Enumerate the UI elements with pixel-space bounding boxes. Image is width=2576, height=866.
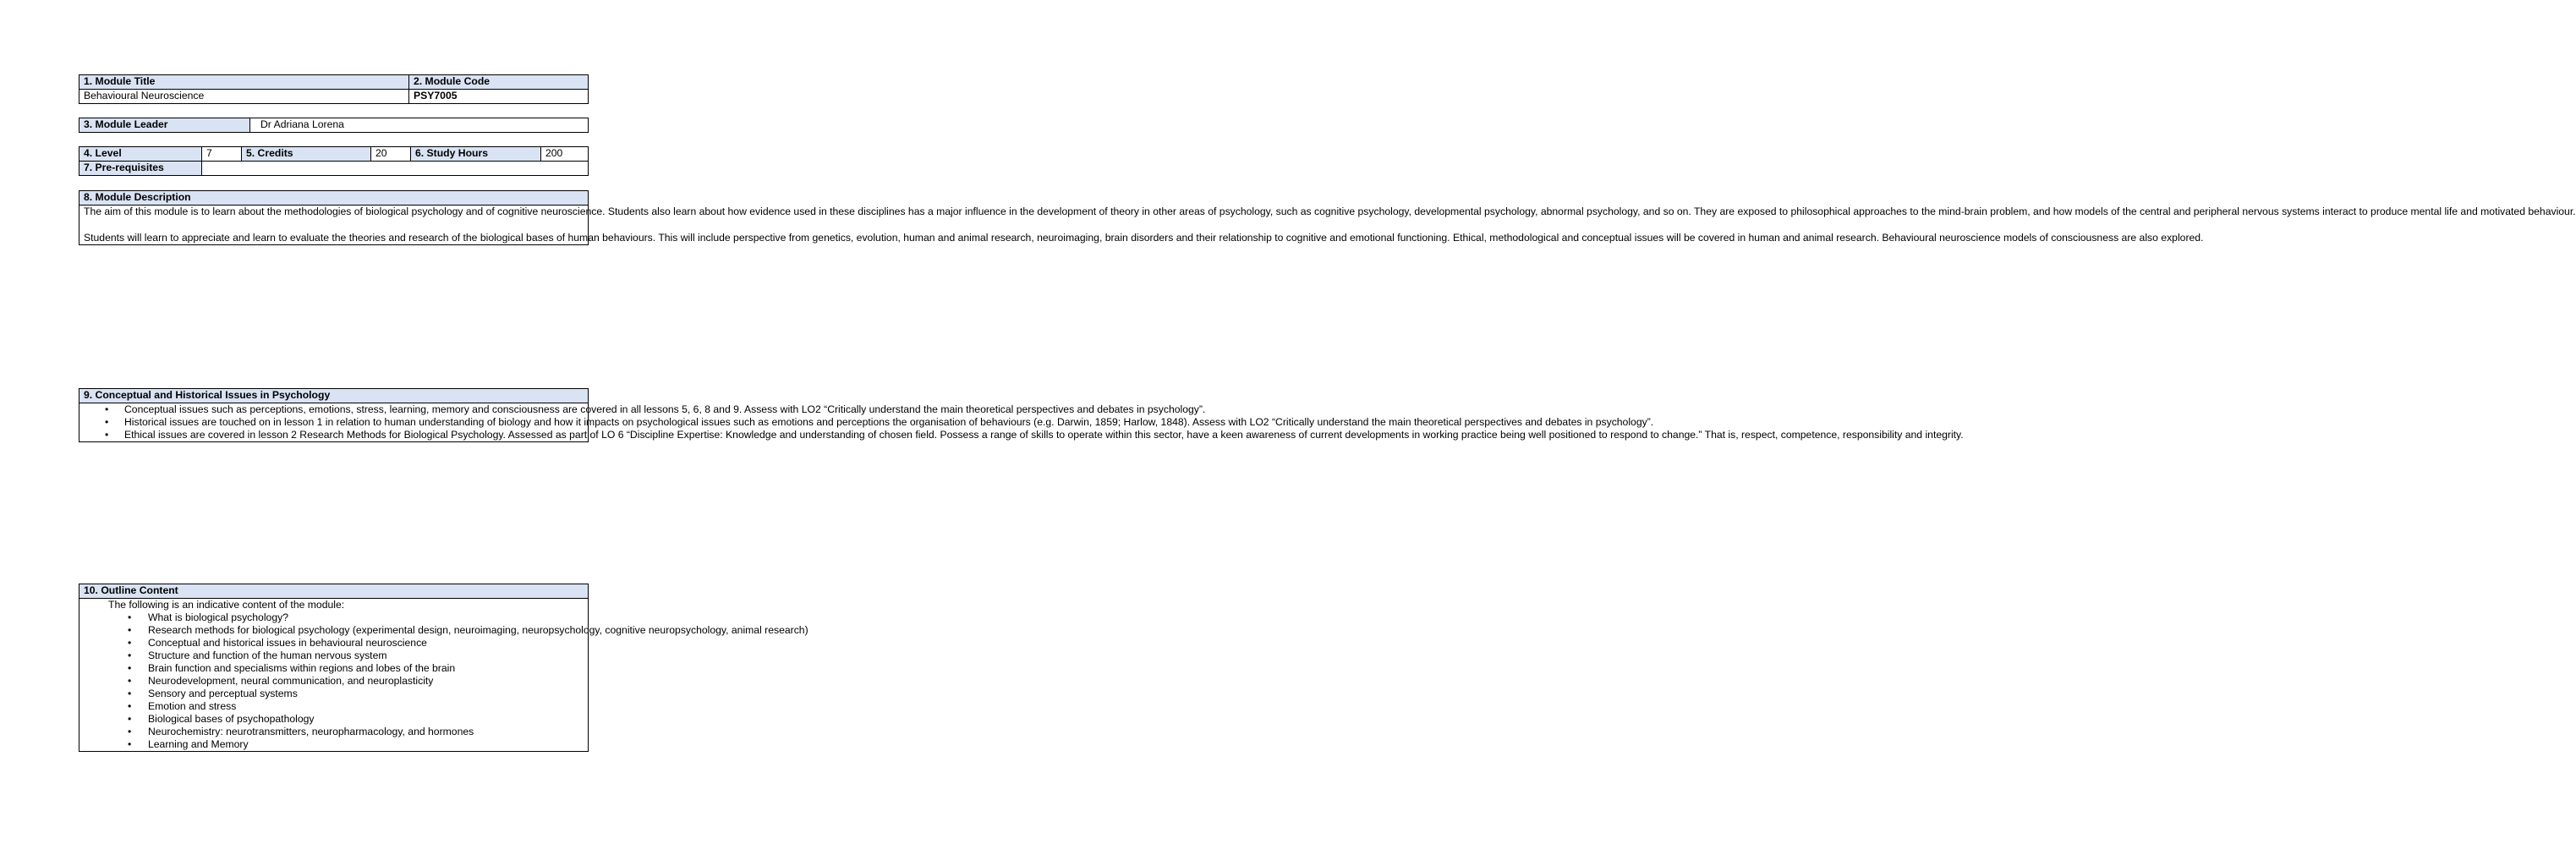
bullet-icon: • [128, 700, 132, 712]
description-paragraph: The aim of this module is to learn about the methodologies of biological psychology and of cognitive neuroscience. Students also learn about how evidence used in these disciplines has a major influence in the development of theory in other areas of psychology, such as cognitive psychology, developmental psychology, abnormal psychology, and so on. They are exposed to philosophical approaches to the mind-brain problem, and how models of the central and peripheral nervous systems interact to produce mental life and motivated behaviour. [84, 206, 2576, 217]
list-item [84, 650, 584, 662]
issues-list [84, 403, 1964, 441]
module-description-table [79, 190, 2576, 245]
list-item [84, 700, 584, 713]
list-item-text: Neurochemistry: neurotransmitters, neuropharmacology, and hormones [148, 726, 474, 737]
outline-content-body [79, 599, 808, 752]
list-item-text: Sensory and perceptual systems [148, 688, 298, 699]
bullet-icon: • [128, 713, 132, 725]
credits-label: 5. Credits [242, 147, 371, 162]
list-item-text: Ethical issues are covered in lesson 2 Research Methods for Biological Psychology. Assessed as part of LO 6 “Discipline Expertise: Knowledge and understanding of chosen field. Possess a range of skills to operate within this sector, have a keen awareness of current developments in working practice being well positioned to respond to change.” That is, respect, competence, responsibility and integrity. [124, 429, 1964, 441]
module-leader-value: Dr Adriana Lorena [250, 118, 589, 133]
bullet-icon: • [105, 403, 109, 415]
bullet-icon: • [105, 416, 109, 428]
level-label: 4. Level [79, 147, 202, 162]
conceptual-issues-body [79, 403, 1964, 442]
list-item [84, 403, 1206, 416]
module-title-value: Behavioural Neuroscience [79, 90, 409, 104]
list-item-text: Structure and function of the human nervous system [148, 650, 387, 661]
bullet-icon: • [128, 726, 132, 737]
list-item [84, 662, 584, 675]
credits-value: 20 [371, 147, 411, 162]
conceptual-issues-table [79, 388, 1964, 442]
bullet-icon: • [105, 429, 109, 441]
module-title-table [79, 74, 589, 104]
list-item [84, 726, 584, 738]
list-item [84, 688, 584, 700]
study-hours-label: 6. Study Hours [411, 147, 541, 162]
list-item-text: What is biological psychology? [148, 611, 288, 623]
outline-intro: The following is an indicative content of the module: [108, 599, 345, 611]
list-item [84, 675, 584, 688]
outline-content-table [79, 584, 808, 752]
bullet-icon: • [128, 688, 132, 699]
bullet-icon: • [128, 624, 132, 636]
module-code-value: PSY7005 [409, 90, 589, 104]
outline-content-heading: 10. Outline Content [79, 584, 589, 599]
outline-list [84, 611, 808, 751]
description-paragraph: Students will learn to appreciate and learn to evaluate the theories and research of the biological bases of human behaviours. This will include perspective from genetics, evolution, human and animal research, neuroimaging, brain disorders and their relationship to cognitive and emotional functioning. Ethical, methodological and conceptual issues will be covered in human and animal research. Behavioural neuroscience models of consciousness are also explored. [84, 232, 2204, 244]
list-item-text: Research methods for biological psychology (experimental design, neuroimaging, neuropsychology, cognitive neuropsychology, animal research) [148, 624, 808, 636]
list-item-text: Conceptual and historical issues in behavioural neuroscience [148, 637, 427, 649]
bullet-icon: • [128, 650, 132, 661]
bullet-icon: • [128, 675, 132, 687]
list-item-text: Historical issues are touched on in lesson 1 in relation to human understanding of biology and how it impacts on psychological issues such as emotions and perceptions the organisation of behaviours (e.g. Darwin, 1859; Harlow, 1848). Assess with LO2 “Critically understand the main theoretical perspectives and debates in psychology”. [124, 416, 1654, 428]
prerequisites-label: 7. Pre-requisites [79, 162, 202, 176]
list-item [84, 713, 584, 726]
module-description-body [79, 206, 2576, 245]
level-value: 7 [202, 147, 242, 162]
list-item [84, 416, 1654, 429]
module-details-table [79, 146, 589, 176]
list-item-text: Emotion and stress [148, 700, 237, 712]
list-item [84, 624, 808, 637]
list-item-text: Biological bases of psychopathology [148, 713, 315, 725]
list-item [84, 611, 584, 624]
list-item-text: Neurodevelopment, neural communication, and neuroplasticity [148, 675, 434, 687]
prerequisites-value [202, 162, 589, 176]
list-item [84, 637, 584, 650]
module-code-label: 2. Module Code [409, 75, 589, 90]
study-hours-value: 200 [541, 147, 589, 162]
list-item-text: Brain function and specialisms within regions and lobes of the brain [148, 662, 456, 674]
bullet-icon: • [128, 662, 132, 674]
bullet-icon: • [128, 738, 132, 750]
module-leader-label: 3. Module Leader [79, 118, 250, 133]
module-title-label: 1. Module Title [79, 75, 409, 90]
list-item-text: Learning and Memory [148, 738, 249, 750]
list-item [84, 429, 1964, 441]
list-item [84, 738, 584, 751]
module-description-heading: 8. Module Description [79, 191, 589, 206]
bullet-icon: • [128, 611, 132, 623]
module-leader-table [79, 118, 589, 133]
conceptual-issues-heading: 9. Conceptual and Historical Issues in Psychology [79, 389, 589, 403]
list-item-text: Conceptual issues such as perceptions, emotions, stress, learning, memory and consciousness are covered in all lessons 5, 6, 8 and 9. Assess with LO2 “Critically understand the main theoretical perspectives and debates in psychology”. [124, 403, 1206, 415]
bullet-icon: • [128, 637, 132, 649]
